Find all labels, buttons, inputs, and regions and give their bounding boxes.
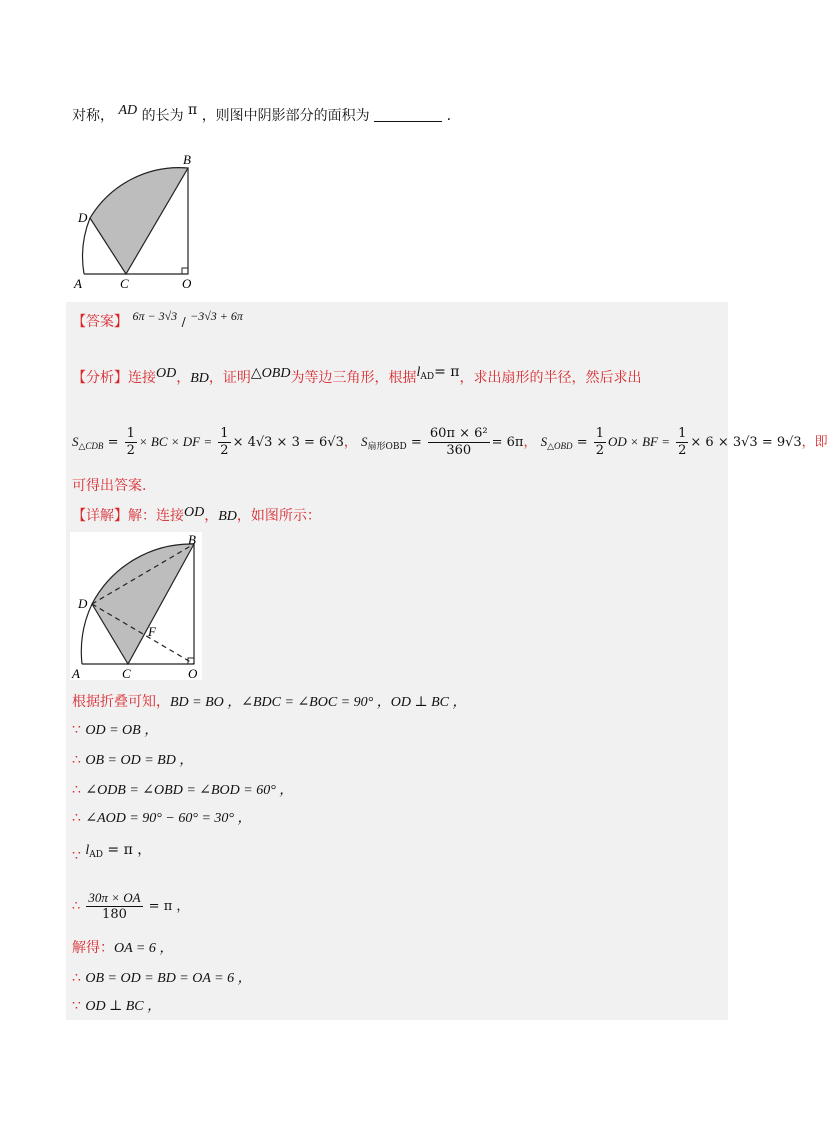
analysis-text-5: ，即 [801,435,828,450]
s1-rest-2: × 4√3 × 3 = 6√3 [232,435,344,450]
s2-sub: 扇形OBD [367,442,407,452]
s2-rest: = 6π [491,435,524,450]
detail-od: OD [184,505,205,520]
s3-rest-2: × 6 × 3√3 = 9√3 [690,435,802,450]
step-1 [72,692,467,713]
s1-sub: △CDB [78,441,104,451]
label-c-2: C [122,666,131,681]
analysis-text-6: 可得出答案. [72,478,147,494]
s2-symbol: S [361,434,368,449]
label-a-2: A [72,666,80,681]
detail-tag: 【详解】 [72,508,128,524]
step-7-frac [86,890,142,923]
analysis-comma: ， [176,370,191,386]
step-7-prefix: ∴ [72,899,85,914]
step-4-math: ∠ODB = ∠OBD = ∠BOD = 60° ， [85,783,294,798]
analysis-text-2: ，证明 [208,370,251,386]
step-5 [72,808,252,829]
step-4 [72,780,293,801]
question-suffix: ，则图中阴影部分的面积为 [201,108,370,124]
s1-den-2: 2 [220,443,229,458]
answer-line [72,309,243,332]
question-value: π [188,102,198,118]
analysis-line-1 [72,364,642,393]
step-3-prefix: ∴ [72,752,86,768]
s3-den-1: 2 [595,443,605,458]
step-6 [72,842,152,871]
label-d: D [78,210,88,225]
detail-bd: BD [218,509,237,524]
label-a: A [74,276,82,291]
label-f-2: F [148,624,156,639]
step-9-math: OB = OD = BD = OA = 6 ， [85,971,252,986]
s3-rest-1: OD × BF = [608,434,670,449]
label-o-2: O [188,666,198,681]
s1-rest-1: × BC × DF = [138,434,213,449]
analysis-text-1: 连接 [128,370,156,386]
s1-frac-2 [218,426,230,459]
detail-line [72,506,321,527]
s2-num: 60π × 6² [429,426,488,441]
analysis-eq-pi: = π [434,364,460,380]
analysis-formula-line [72,426,828,459]
s2-comma: ， [523,435,537,450]
s3-frac-2 [676,426,688,459]
step-10 [72,996,161,1017]
analysis-od: OD [156,366,177,381]
step-4-prefix: ∴ [72,782,86,798]
label-b: B [183,152,191,167]
question-prefix: 对称， [72,108,114,124]
question-middle: 的长为 [141,108,184,124]
step-5-prefix: ∴ [72,810,86,826]
s3-eq: = [576,435,588,450]
label-o: O [182,276,192,291]
shaded-region [90,168,188,274]
detail-text-2: ，如图所示： [236,508,321,524]
s1-comma: ， [343,435,357,450]
arc-ad [83,218,90,274]
s3-symbol: S [540,434,548,449]
arc-label: AD [118,103,138,118]
answer-sep: / [181,315,186,329]
step-8-prefix: 解得： [72,940,114,956]
step-7-den: 180 [102,907,127,922]
s2-den: 360 [446,443,472,458]
s3-den-2: 2 [678,443,687,458]
s3-sub: △OBD [547,441,573,451]
figure-2 [70,532,202,680]
step-9 [72,968,252,989]
detail-text-1: 解：连接 [128,508,184,524]
step-6-l: l [85,843,90,858]
step-8-math: OA = 6 ， [114,941,174,956]
answer-expr-1: 6π − 3√3 [132,309,178,323]
step-2-prefix: ∵ [72,722,86,738]
step-1-math: BD = BO ，∠BDC = ∠BOC = 90° ，OD ⊥ BC ， [170,695,467,710]
step-9-prefix: ∴ [72,970,86,986]
analysis-text-3: 为等边三角形，根据 [290,370,417,386]
step-2-math: OD = OB ， [85,723,159,738]
analysis-line-3 [72,476,146,496]
s1-num-1: 1 [126,426,135,441]
step-8 [72,938,173,959]
step-1-prefix: 根据折叠可知， [72,694,170,710]
label-d-2: D [78,596,88,611]
analysis-text-4: ，求出扇形的半径，然后求出 [459,370,642,386]
question-end: . [446,108,452,124]
step-7-rest: = π ， [144,899,190,914]
step-5-math: ∠AOD = 90° − 60° = 30° ， [85,811,252,826]
step-2 [72,720,158,741]
analysis-triangle: △OBD [250,366,291,381]
answer-expr-2: −3√3 + 6π [190,309,243,323]
analysis-lsub: AD [420,372,435,382]
step-3 [72,750,193,771]
step-7 [72,890,189,923]
detail-comma: ， [204,508,219,524]
step-6-rest: = π ， [102,842,152,858]
answer-blank [374,107,442,122]
figure-1 [70,150,200,290]
s3-frac-1 [594,426,606,459]
question-line [72,102,452,127]
s3-num-1: 1 [595,426,605,441]
s2-frac [428,426,490,459]
s1-eq: = [107,435,119,450]
label-c: C [120,276,129,291]
step-10-math: OD ⊥ BC ， [85,999,162,1014]
s1-symbol: S [72,434,79,449]
s2-eq: = [410,435,422,450]
answer-tag: 【答案】 [72,314,128,330]
analysis-tag: 【分析】 [72,370,128,386]
analysis-bd: BD [190,371,209,386]
step-7-num: 30π × OA [88,890,141,905]
analysis-l: l [416,365,421,380]
s1-num-2: 1 [220,426,229,441]
step-6-prefix: ∵ [72,848,86,864]
step-6-sub: AD [89,850,103,860]
step-10-prefix: ∵ [72,998,86,1014]
step-3-math: OB = OD = BD ， [85,753,194,768]
s1-frac-1 [125,426,137,459]
s1-den-1: 2 [126,443,135,458]
s3-num-2: 1 [678,426,687,441]
label-b-2: B [188,532,196,547]
